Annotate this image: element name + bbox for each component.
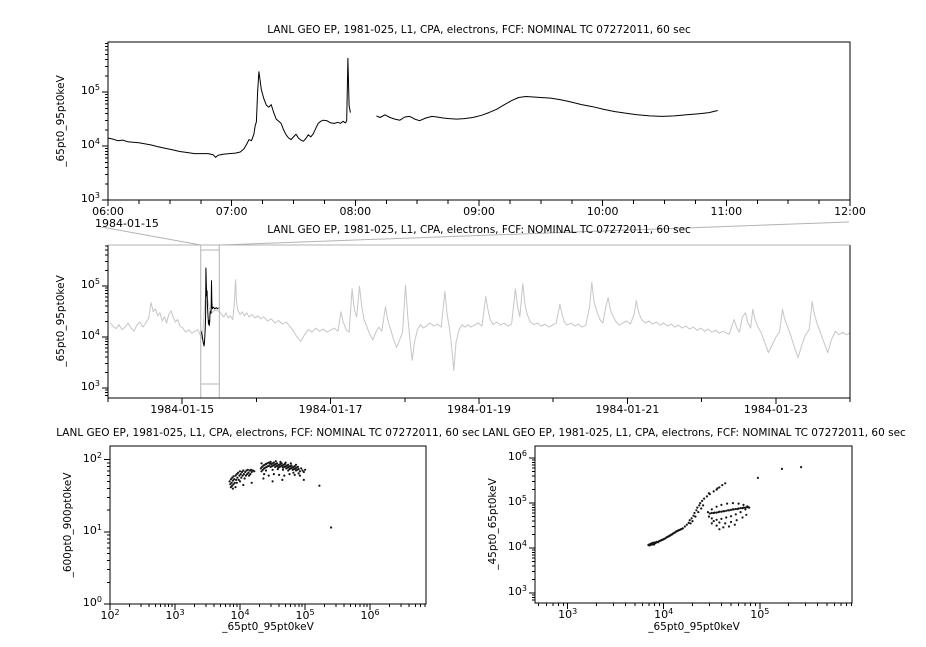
scatter-point bbox=[741, 516, 743, 518]
scatter-point bbox=[277, 468, 279, 470]
scatter-point bbox=[299, 475, 301, 477]
scatter-point bbox=[742, 504, 744, 506]
context-timeseries-y-ticks bbox=[102, 246, 108, 396]
scatter-point bbox=[738, 503, 740, 505]
scatter-point bbox=[273, 462, 275, 464]
scatter-45-65-y-ticks bbox=[529, 458, 535, 600]
scatter-point bbox=[232, 475, 234, 477]
panel1-y-axis-label: _65pt0_95pt0keV bbox=[55, 75, 67, 167]
scatter-point bbox=[273, 473, 275, 475]
scatter-point bbox=[290, 462, 292, 464]
scatter-point bbox=[708, 516, 710, 518]
scatter-point bbox=[725, 516, 727, 518]
panel2-y-axis-label: _65pt0_95pt0keV bbox=[55, 275, 67, 367]
scatter-point bbox=[298, 472, 300, 474]
scatter-point bbox=[724, 522, 726, 524]
panel3-x-axis-label: _65pt0_95pt0keV bbox=[222, 621, 314, 633]
scatter-point bbox=[295, 464, 297, 466]
scatter-600-900-x-tick-label: $10^3$ bbox=[165, 608, 185, 622]
scatter-point bbox=[711, 512, 713, 514]
scatter-point bbox=[694, 516, 696, 518]
top-timeseries-y-ticks bbox=[102, 43, 108, 200]
scatter-600-900-y-ticks bbox=[104, 460, 110, 604]
top-timeseries-x-tick-label: 06:00 bbox=[92, 205, 124, 218]
scatter-point bbox=[740, 507, 742, 509]
scatter-point bbox=[229, 480, 231, 482]
scatter-point bbox=[235, 479, 237, 481]
scatter-point bbox=[278, 474, 280, 476]
context-timeseries-panel bbox=[102, 245, 850, 404]
scatter-point bbox=[742, 507, 744, 509]
scatter-point bbox=[287, 464, 289, 466]
scatter-point bbox=[243, 473, 245, 475]
scatter-point bbox=[300, 467, 302, 469]
scatter-point bbox=[735, 508, 737, 510]
scatter-600-900-x-tick-label: $10^2$ bbox=[100, 608, 120, 622]
scatter-point bbox=[726, 503, 728, 505]
scatter-point bbox=[272, 480, 274, 482]
scatter-point bbox=[281, 479, 283, 481]
scatter-45-65-panel bbox=[529, 446, 852, 609]
scatter-45-65-x-tick-label: $10^5$ bbox=[750, 607, 770, 621]
scatter-point bbox=[272, 469, 274, 471]
scatter-45-65-y-tick-label: $10^3$ bbox=[507, 584, 527, 599]
scatter-point bbox=[290, 464, 292, 466]
scatter-point bbox=[239, 480, 241, 482]
scatter-point bbox=[720, 511, 722, 513]
scatter-point bbox=[711, 508, 713, 510]
top-timeseries-plot-area[interactable] bbox=[108, 42, 850, 200]
scatter-point bbox=[234, 482, 236, 484]
panel4-y-axis-label: _45pt0_65pt0keV bbox=[487, 478, 499, 570]
context-timeseries-y-tick-label: $10^4$ bbox=[80, 327, 100, 342]
scatter-point bbox=[247, 469, 249, 471]
scatter-point bbox=[714, 511, 716, 513]
scatter-point bbox=[720, 504, 722, 506]
scatter-point bbox=[244, 477, 246, 479]
scatter-point bbox=[745, 514, 747, 516]
scatter-point bbox=[781, 468, 783, 470]
scatter-point bbox=[236, 482, 238, 484]
scatter-600-900-x-tick-label: $10^4$ bbox=[230, 608, 250, 622]
scatter-point bbox=[730, 509, 732, 511]
panel1-date-label: 1984-01-15 bbox=[95, 217, 159, 230]
scatter-point bbox=[716, 506, 718, 508]
scatter-point bbox=[684, 525, 686, 527]
scatter-point bbox=[718, 528, 720, 530]
scatter-point bbox=[682, 527, 684, 529]
top-timeseries-x-tick-label: 07:00 bbox=[215, 205, 248, 218]
scatter-600-900-y-tick-label: $10^1$ bbox=[82, 522, 102, 537]
scatter-45-65-y-tick-label: $10^6$ bbox=[507, 449, 527, 464]
scatter-600-900-x-tick-label: $10^6$ bbox=[360, 608, 380, 622]
top-timeseries-panel bbox=[102, 42, 850, 206]
scatter-point bbox=[800, 466, 802, 468]
scatter-point bbox=[738, 507, 740, 509]
scatter-point bbox=[709, 512, 711, 514]
scatter-point bbox=[239, 470, 241, 472]
scatter-point bbox=[730, 515, 732, 517]
scatter-point bbox=[693, 512, 695, 514]
scatter-point bbox=[282, 469, 284, 471]
scatter-point bbox=[701, 500, 703, 502]
scatter-point bbox=[304, 469, 306, 471]
scatter-point bbox=[251, 482, 253, 484]
scatter-point bbox=[270, 461, 272, 463]
scatter-point bbox=[276, 462, 278, 464]
scatter-point bbox=[696, 507, 698, 509]
scatter-point bbox=[722, 526, 724, 528]
scatter-point bbox=[253, 470, 255, 472]
scatter-point bbox=[242, 484, 244, 486]
scatter-point bbox=[275, 460, 277, 462]
scatter-point bbox=[294, 474, 296, 476]
scatter-point bbox=[699, 502, 701, 504]
scatter-point bbox=[718, 521, 720, 523]
scatter-point bbox=[292, 472, 294, 474]
scatter-point bbox=[757, 477, 759, 479]
scatter-point bbox=[250, 469, 252, 471]
scatter-point bbox=[744, 508, 746, 510]
scatter-point bbox=[303, 471, 305, 473]
scatter-point bbox=[735, 513, 737, 515]
top-timeseries-x-tick-label: 11:00 bbox=[710, 205, 743, 218]
scatter-point bbox=[734, 524, 736, 526]
scatter-point bbox=[700, 507, 702, 509]
scatter-point bbox=[303, 479, 305, 481]
context-timeseries-x-tick-label: 1984-01-15 bbox=[150, 403, 215, 416]
scatter-point bbox=[711, 517, 713, 519]
scatter-point bbox=[247, 472, 249, 474]
scatter-600-900-plot-area[interactable] bbox=[110, 446, 426, 604]
scatter-600-900-y-tick-label: $10^0$ bbox=[82, 595, 102, 609]
scatter-45-65-y-tick-label: $10^5$ bbox=[507, 494, 527, 509]
scatter-point bbox=[330, 526, 332, 528]
scatter-45-65-x-tick-label: $10^3$ bbox=[558, 607, 578, 621]
scatter-point bbox=[721, 484, 723, 486]
scatter-point bbox=[703, 498, 705, 500]
scatter-point bbox=[689, 519, 691, 521]
scatter-point bbox=[242, 469, 244, 471]
scatter-point bbox=[716, 487, 718, 489]
scatter-point bbox=[723, 510, 725, 512]
scatter-point bbox=[692, 515, 694, 517]
scatter-point bbox=[728, 525, 730, 527]
top-timeseries-y-tick-label: $10^4$ bbox=[80, 137, 100, 152]
scatter-600-900-panel bbox=[104, 446, 426, 610]
scatter-point bbox=[713, 490, 715, 492]
scatter-45-65-y-tick-label: $10^4$ bbox=[507, 539, 527, 554]
scatter-point bbox=[268, 475, 270, 477]
scatter-point bbox=[747, 506, 749, 508]
scatter-point bbox=[733, 508, 735, 510]
scatter-point bbox=[231, 482, 233, 484]
scatter-point bbox=[706, 495, 708, 497]
scatter-point bbox=[318, 485, 320, 487]
scatter-600-900-y-tick-label: $10^2$ bbox=[82, 450, 102, 465]
scatter-point bbox=[740, 511, 742, 513]
scatter-point bbox=[711, 522, 713, 524]
context-timeseries-x-tick-label: 1984-01-21 bbox=[595, 403, 660, 416]
scatter-point bbox=[283, 475, 285, 477]
scatter-point bbox=[725, 510, 727, 512]
scatter-point bbox=[728, 509, 730, 511]
scatter-point bbox=[695, 509, 697, 511]
scatter-point bbox=[691, 517, 693, 519]
scatter-point bbox=[688, 522, 690, 524]
top-timeseries-y-tick-label: $10^3$ bbox=[80, 191, 100, 205]
scatter-point bbox=[707, 511, 709, 513]
scatter-point bbox=[240, 473, 242, 475]
context-timeseries-x-tick-label: 1984-01-23 bbox=[743, 403, 808, 416]
scatter-point bbox=[263, 473, 265, 475]
scatter-point bbox=[716, 519, 718, 521]
context-timeseries-x-tick-label: 1984-01-19 bbox=[447, 403, 511, 416]
panel3-y-axis-label: _600pt0_900pt0keV bbox=[62, 472, 74, 578]
top-timeseries-x-tick-label: 12:00 bbox=[834, 205, 866, 218]
scatter-point bbox=[233, 478, 235, 480]
scatter-point bbox=[249, 473, 251, 475]
top-timeseries-x-tick-label: 09:00 bbox=[463, 205, 495, 218]
scatter-point bbox=[736, 519, 738, 521]
scatter-point bbox=[716, 525, 718, 527]
context-timeseries-y-tick-label: $10^5$ bbox=[80, 276, 100, 291]
scatter-point bbox=[279, 461, 281, 463]
scatter-point bbox=[262, 477, 264, 479]
scatter-point bbox=[686, 524, 688, 526]
context-timeseries-y-tick-label: $10^3$ bbox=[80, 378, 100, 393]
scatter-point bbox=[698, 504, 700, 506]
panel4-title: LANL GEO EP, 1981-025, L1, CPA, electrons, FCF: NOMINAL TC 07272011, 60 sec bbox=[482, 427, 906, 439]
panel4-x-axis-label: _65pt0_95pt0keV bbox=[648, 621, 740, 633]
scatter-point bbox=[716, 511, 718, 513]
scatter-point bbox=[720, 518, 722, 520]
scatter-45-65-x-tick-label: $10^4$ bbox=[654, 607, 674, 621]
scatter-point bbox=[298, 468, 300, 470]
context-timeseries-x-tick-label: 1984-01-17 bbox=[298, 403, 363, 416]
scatter-point bbox=[234, 486, 236, 488]
scatter-point bbox=[702, 504, 704, 506]
scatter-point bbox=[260, 462, 262, 464]
scatter-point bbox=[708, 492, 710, 494]
panel1-title: LANL GEO EP, 1981-025, L1, CPA, electrons, FCF: NOMINAL TC 07272011, 60 sec bbox=[267, 24, 691, 36]
scatter-point bbox=[718, 486, 720, 488]
scatter-point bbox=[299, 470, 301, 472]
scatter-point bbox=[237, 472, 239, 474]
scatter-point bbox=[240, 477, 242, 479]
scatter-point bbox=[691, 520, 693, 522]
scatter-point bbox=[713, 520, 715, 522]
scatter-point bbox=[236, 477, 238, 479]
scatter-point bbox=[697, 511, 699, 513]
scatter-point bbox=[724, 482, 726, 484]
top-timeseries-x-tick-label: 08:00 bbox=[339, 205, 372, 218]
scatter-point bbox=[297, 466, 299, 468]
scatter-point bbox=[287, 469, 289, 471]
scatter-point bbox=[288, 473, 290, 475]
scatter-45-65-plot-area[interactable] bbox=[535, 446, 852, 603]
scatter-point bbox=[232, 488, 234, 490]
scatter-point bbox=[730, 521, 732, 523]
scatter-point bbox=[285, 462, 287, 464]
top-timeseries-y-tick-label: $10^5$ bbox=[80, 83, 100, 98]
panel2-title: LANL GEO EP, 1981-025, L1, CPA, electrons, FCF: NOMINAL TC 07272011, 60 sec bbox=[267, 224, 691, 236]
scatter-point bbox=[690, 522, 692, 524]
scatter-600-900-x-tick-label: $10^5$ bbox=[295, 608, 315, 622]
panel3-title: LANL GEO EP, 1981-025, L1, CPA, electrons, FCF: NOMINAL TC 07272011, 60 sec bbox=[56, 427, 480, 439]
scatter-point bbox=[718, 511, 720, 513]
top-timeseries-x-tick-label: 10:00 bbox=[586, 205, 619, 218]
scatter-point bbox=[732, 502, 734, 504]
scatter-point bbox=[265, 469, 267, 471]
